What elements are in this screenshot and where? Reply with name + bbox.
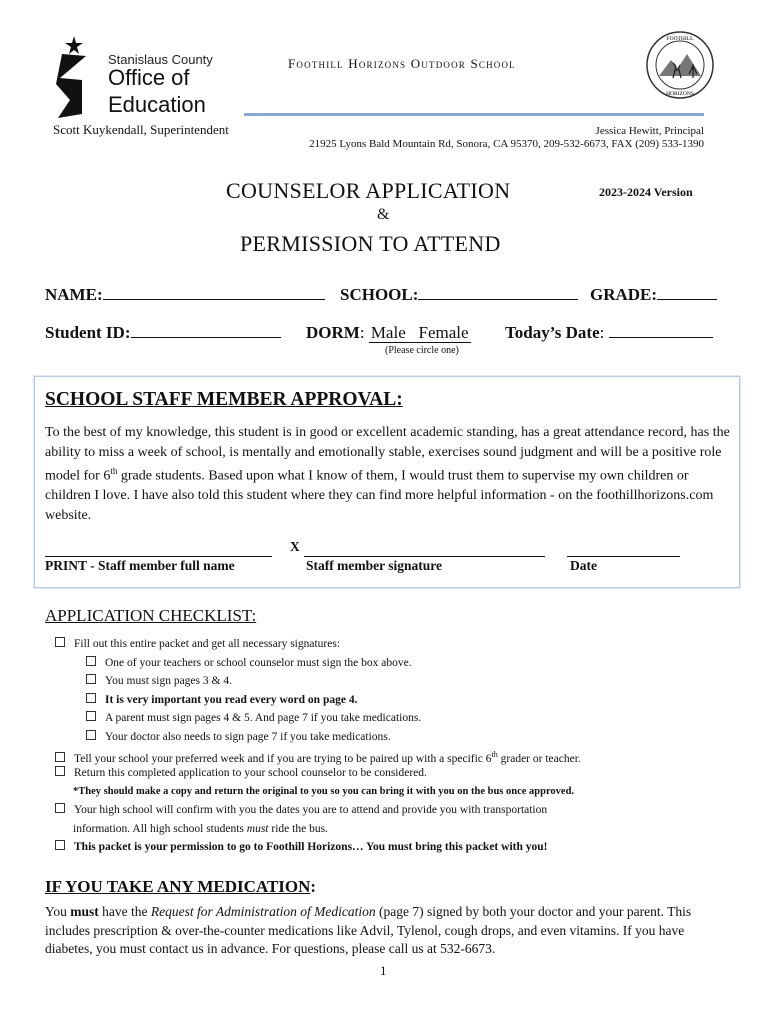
checkbox-icon[interactable] (55, 766, 65, 776)
medication-title (45, 877, 316, 897)
x-mark: X (290, 539, 300, 554)
dorm-field[interactable] (306, 323, 471, 343)
checklist-subitem[interactable] (86, 672, 232, 691)
title-counselor-application: COUNSELOR APPLICATION (226, 178, 511, 203)
version-label: 2023-2024 Version (599, 185, 693, 199)
student-id-blank[interactable] (131, 323, 281, 338)
grade-blank[interactable] (657, 285, 717, 300)
print-name-label: PRINT - Staff member full name (45, 558, 235, 573)
staff-approval-text (45, 423, 735, 525)
checkbox-icon[interactable] (55, 803, 65, 813)
dorm-options[interactable] (369, 323, 471, 343)
checkbox-icon[interactable] (86, 730, 96, 740)
checklist-item-label: Fill out this entire packet and get all necessary signatures: (74, 638, 341, 650)
checklist-subitem[interactable] (86, 654, 412, 673)
grade-label: GRADE: (590, 285, 658, 304)
checklist-item-label: Return this completed application to your school counselor to be considered. (74, 767, 427, 779)
checklist-item-continued (73, 820, 328, 839)
checklist-item-label: information. All high school students (73, 823, 247, 835)
checklist-item-label: This packet is your permission to go to Foothill Horizons… You must bring this packet with you! (74, 841, 548, 853)
checklist-item-sup: th (491, 750, 498, 759)
checklist-subitem[interactable] (86, 709, 421, 728)
logo-office: Office of (108, 65, 190, 90)
med-text-2: have the (98, 904, 151, 919)
dorm-colon: : (359, 323, 365, 342)
checklist-subitem[interactable] (86, 728, 391, 747)
checkbox-icon[interactable] (86, 711, 96, 721)
medication-title-text: IF YOU TAKE ANY MEDICATION (45, 877, 311, 896)
checklist-item[interactable] (55, 801, 547, 820)
med-text-form-name: Request for Administration of Medication (150, 904, 376, 919)
med-text-1: You (45, 904, 71, 919)
approval-text-sup: th (110, 466, 118, 476)
name-field[interactable] (45, 285, 325, 305)
circle-note: (Please circle one) (385, 345, 459, 356)
logo-education: Education (108, 92, 206, 117)
staff-approval-title: SCHOOL STAFF MEMBER APPROVAL: (45, 389, 403, 410)
seal-bottom-text: HORIZONS (666, 91, 694, 97)
checkbox-icon[interactable] (86, 656, 96, 666)
print-name-line[interactable] (45, 556, 272, 557)
checklist-note: *They should make a copy and return the original to you so you can bring it with you on the bus once approved. (73, 786, 575, 797)
approval-text-b: grade students. Based upon what I know of them, I would trust them to supervise my own children or children I love. I have also told this student where they can find more helpful information - on the foothillhorizons.com website. (45, 468, 714, 523)
title-permission: PERMISSION TO ATTEND (240, 231, 501, 256)
med-text-must: must (70, 904, 99, 919)
checklist-item-label: Your doctor also needs to sign page 7 if you take medications. (105, 731, 391, 743)
checklist-item[interactable] (55, 838, 547, 857)
header-rule (244, 113, 704, 116)
date-line[interactable] (567, 556, 680, 557)
medication-title-colon: : (310, 877, 317, 896)
name-label: NAME: (45, 285, 103, 304)
todays-date-blank[interactable] (609, 323, 713, 338)
checklist-item-emphasis: must (246, 823, 269, 835)
checklist-subitem[interactable] (86, 691, 357, 710)
page-number: 1 (380, 963, 387, 978)
checklist-item-label: One of your teachers or school counselor must sign the box above. (105, 657, 412, 669)
dorm-male-option[interactable]: Male (370, 323, 406, 342)
todays-date-label: Today’s Date (505, 323, 600, 342)
checklist-item-label: A parent must sign pages 4 & 5. And page 7 if you take medications. (105, 712, 422, 724)
checklist-item-label: It is very important you read every word on page 4. (105, 694, 358, 706)
checkbox-icon[interactable] (55, 840, 65, 850)
checklist-item-label: Your high school will confirm with you the dates you are to attend and provide you with transportation (74, 804, 548, 816)
address: 21925 Lyons Bald Mountain Rd, Sonora, CA 95370, 209-532-6673, FAX (209) 533-1390 (309, 138, 704, 150)
checklist-title: APPLICATION CHECKLIST: (45, 606, 257, 625)
grade-field[interactable] (590, 285, 717, 305)
checklist-item-label-end: grader or teacher. (497, 752, 581, 765)
date-label: Date (570, 558, 597, 573)
seal-top-text: FOOTHILL (666, 36, 694, 42)
checklist-item[interactable] (55, 764, 427, 783)
signature-label: Staff member signature (306, 558, 442, 573)
dorm-female-option[interactable]: Female (418, 323, 469, 342)
checklist-item[interactable] (55, 635, 340, 654)
foothill-horizons-seal-icon (645, 30, 715, 100)
student-id-field[interactable] (45, 323, 281, 343)
checklist-item-label: Tell your school your preferred week and if you are trying to be paired up with a specific 6 (74, 752, 492, 765)
superintendent: Scott Kuykendall, Superintendent (53, 122, 229, 137)
student-id-label: Student ID: (45, 323, 131, 342)
med-text-3: (page 7) signed by both your doctor and your parent. This includes prescription & over-the-counter medications like Advil, Tylenol, cough drops, and even vitamins. If you have diabetes, you must contact us in advance. For questions, please call us at 532-6673. (45, 904, 692, 956)
principal: Jessica Hewitt, Principal (595, 125, 704, 137)
todays-date-field[interactable] (505, 323, 713, 343)
todays-date-colon: : (599, 323, 605, 342)
checkbox-icon[interactable] (86, 693, 96, 703)
signature-line[interactable] (304, 556, 545, 557)
checklist-item-label: You must sign pages 3 & 4. (105, 675, 232, 687)
school-name: Foothill Horizons Outdoor School (288, 56, 516, 71)
dorm-label: DORM (306, 323, 360, 342)
checkbox-icon[interactable] (86, 674, 96, 684)
name-blank[interactable] (103, 285, 325, 300)
title-ampersand: & (377, 206, 390, 223)
county-logo-mark-icon (52, 34, 112, 124)
checkbox-icon[interactable] (55, 752, 65, 762)
school-label: SCHOOL: (340, 285, 419, 304)
logo-county: Stanislaus County (108, 52, 213, 67)
approval-text-a: To the best of my knowledge, this student is in good or excellent academic standing, has a great attendance record, has the ability to miss a week of school, is mentally and emotionally stable, exercises sound judgment and will be a positive role model for 6 (45, 425, 730, 484)
school-blank[interactable] (418, 285, 578, 300)
checklist-item-label-end: ride the bus. (268, 823, 328, 835)
checkbox-icon[interactable] (55, 637, 65, 647)
school-field[interactable] (340, 285, 578, 305)
medication-text (45, 903, 735, 959)
